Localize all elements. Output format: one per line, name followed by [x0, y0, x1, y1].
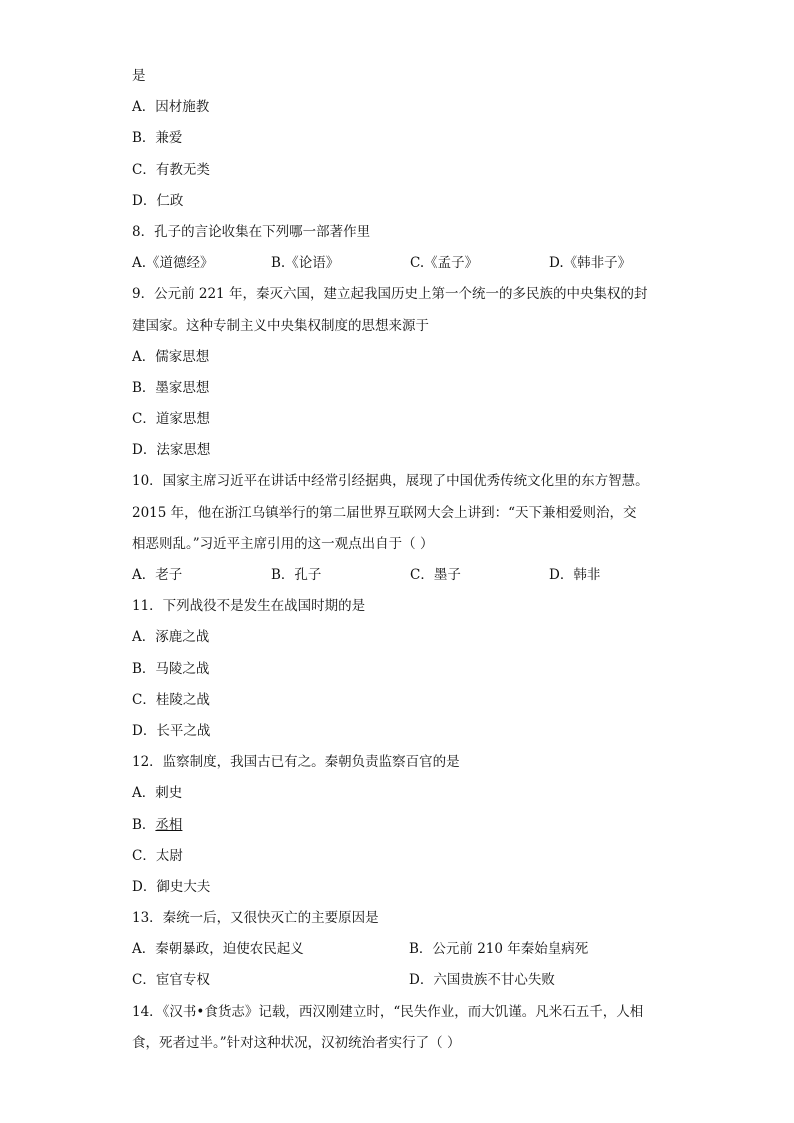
q11-option-a: A．涿鹿之战: [132, 629, 210, 646]
q8-option-d: D.《韩非子》: [549, 255, 632, 272]
q10-option-d: D．韩非: [549, 567, 601, 583]
q8-stem: 8．孔子的言论收集在下列哪一部著作里: [132, 223, 371, 240]
q8-option-a: A.《道德经》: [132, 255, 214, 272]
q8-option-c: C.《孟子》: [410, 255, 479, 272]
q10-option-b: B．孔子: [271, 567, 322, 583]
q13-stem: 13．秦统一后，又很快灭亡的主要原因是: [132, 910, 379, 927]
q12-option-a: A．刺史: [132, 785, 183, 802]
q7-option-c: C．有教无类: [132, 161, 210, 178]
q12-option-b-letter: B．: [132, 816, 156, 833]
q10-stem-line3: 相恶则乱。”习近平主席引用的这一观点出自于（ ）: [132, 535, 434, 552]
q11-stem: 11．下列战役不是发生在战国时期的是: [132, 598, 366, 615]
q13-option-b: B．公元前 210 年秦始皇病死: [409, 941, 589, 958]
q11-option-c: C．桂陵之战: [132, 691, 210, 708]
q10-stem-line2: 2015 年，他在浙江乌镇举行的第二届世界互联网大会上讲到：“天下兼相爱则治，交: [132, 504, 637, 521]
q13-options-row-1: [132, 939, 692, 970]
q9-option-c: C．道家思想: [132, 411, 210, 428]
q10-option-c: C．墨子: [410, 567, 461, 583]
q11-option-d: D．长平之战: [132, 722, 211, 739]
q12-option-b-text: 丞相: [155, 816, 183, 833]
q10-options-row: [132, 565, 692, 596]
q9-option-b: B．墨家思想: [132, 379, 210, 396]
q7-option-d: D．仁政: [132, 192, 184, 209]
q9-option-a: A．儒家思想: [132, 348, 210, 365]
q8-option-b: B.《论语》: [271, 255, 340, 272]
q14-stem-line2: 食，死者过半。”针对这种状况，汉初统治者实行了（ ）: [132, 1034, 461, 1051]
q10-option-a: A．老子: [132, 567, 183, 583]
q7-option-b: B．兼爱: [132, 130, 183, 147]
q9-option-d: D．法家思想: [132, 442, 211, 459]
q9-stem-line2: 建国家。这种专制主义中央集权制度的思想来源于: [132, 317, 429, 334]
q7-stem-continuation: 是: [132, 68, 146, 84]
q13-option-a: A．秦朝暴政，迫使农民起义: [132, 941, 304, 958]
q12-option-d: D．御史大夫: [132, 878, 211, 895]
q12-option-c: C．太尉: [132, 847, 183, 864]
q9-stem-line1: 9．公元前 221 年，秦灭六国，建立起我国历史上第一个统一的多民族的中央集权的封: [132, 286, 648, 303]
q7-option-a: A．因材施教: [132, 99, 210, 116]
q13-option-c: C．宦官专权: [132, 972, 210, 989]
question-list: [132, 66, 692, 1064]
q8-options-row: [132, 253, 692, 284]
q14-stem-line1: 14．《汉书•食货志》记载，西汉刚建立时，“民失作业，而大饥谨。凡米石五千，人相: [132, 1003, 644, 1020]
q13-option-d: D．六国贵族不甘心失败: [409, 972, 555, 989]
q12-option-b: [132, 815, 692, 846]
q13-options-row-2: [132, 970, 692, 1001]
q12-stem: 12．监察制度，我国古已有之。秦朝负责监察百官的是: [132, 754, 460, 771]
q11-option-b: B．马陵之战: [132, 660, 210, 677]
q10-stem-line1: 10．国家主席习近平在讲话中经常引经据典，展现了中国优秀传统文化里的东方智慧。: [132, 473, 649, 490]
